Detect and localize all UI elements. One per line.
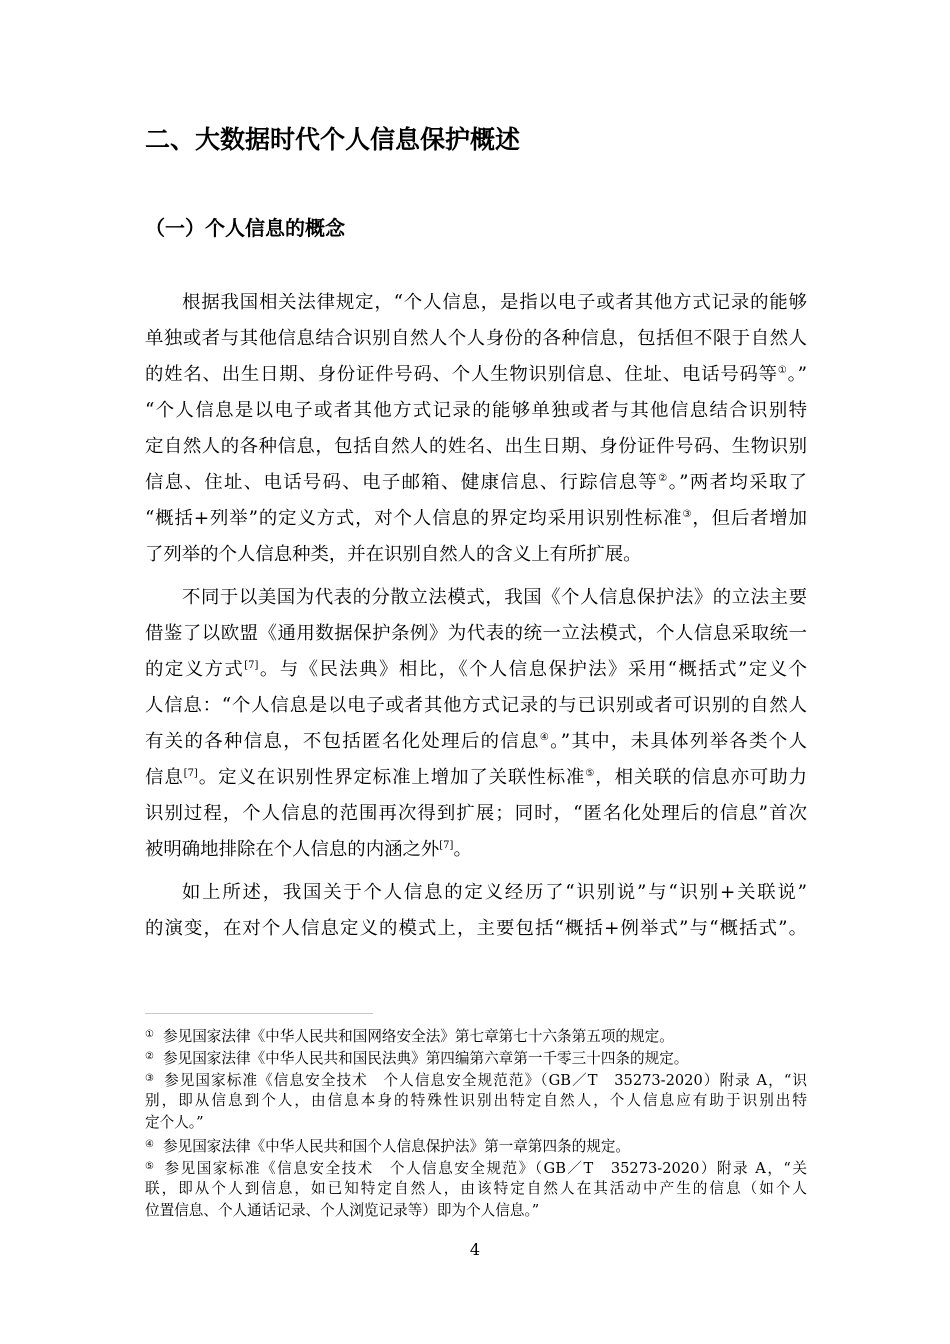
footnote-ref[interactable]: ③: [682, 508, 693, 520]
footnote: ⑤ 参见国家标准《信息安全技术 个人信息安全规范》（GB／T 35273-2020）附录 A，“关: [145, 1156, 807, 1180]
subsection-heading: （一）个人信息的概念: [145, 216, 345, 240]
body-line: 定自然人的各种信息，包括自然人的姓名、出生日期、身份证件号码、生物识别: [145, 436, 807, 457]
citation-ref[interactable]: [7]: [244, 659, 259, 671]
footnote-mark: ③: [145, 1073, 154, 1084]
body-line: 信息[7]。定义在识别性界定标准上增加了关联性标准⑤，相关联的信息亦可助力: [145, 767, 807, 788]
body-line: 借鉴了以欧盟《通用数据保护条例》为代表的统一立法模式，个人信息采取统一: [145, 623, 807, 644]
body-line: 不同于以美国为代表的分散立法模式，我国《个人信息保护法》的立法主要: [182, 587, 807, 608]
body-line: 识别过程，个人信息的范围再次得到扩展；同时，“匿名化处理后的信息”首次: [145, 803, 807, 824]
footnote: ③ 参见国家标准《信息安全技术 个人信息安全规范范》（GB／T 35273-2020）附录 A，“识: [145, 1068, 807, 1092]
body-line: 人信息：“个人信息是以电子或者其他方式记录的与已识别或者可识别的自然人: [145, 695, 807, 716]
body-line: 的演变，在对个人信息定义的模式上，主要包括“概括+例举式”与“概括式”。: [145, 918, 807, 939]
footnote-ref[interactable]: ②: [658, 472, 669, 484]
body-line: 根据我国相关法律规定，“个人信息，是指以电子或者其他方式记录的能够: [182, 292, 807, 313]
footnote-mark: ②: [145, 1051, 154, 1062]
citation-ref[interactable]: [7]: [183, 767, 198, 779]
body-line: 信息、住址、电话号码、电子邮箱、健康信息、行踪信息等②。”两者均采取了: [145, 472, 807, 493]
body-line: “概括+列举”的定义方式，对个人信息的界定均采用识别性标准③，但后者增加: [145, 508, 807, 529]
body-line: 有关的各种信息，不包括匿名化处理后的信息④。”其中，未具体列举各类个人: [145, 731, 807, 752]
footnote-continuation: 联，即从个人到信息，如已知特定自然人，由该特定自然人在其活动中产生的信息（如个人: [145, 1180, 807, 1197]
footnote: ② 参见国家法律《中华人民共和国民法典》第四编第六章第一千零三十四条的规定。: [145, 1046, 807, 1070]
footnote-ref[interactable]: ⑤: [585, 767, 596, 779]
footnote: ④ 参见国家法律《中华人民共和国个人信息保护法》第一章第四条的规定。: [145, 1134, 807, 1158]
page-number: 4: [469, 1240, 481, 1259]
footnote-mark: ⑤: [145, 1161, 154, 1172]
footnote-mark: ④: [145, 1139, 154, 1150]
citation-ref[interactable]: [7]: [439, 839, 454, 851]
footnote-ref[interactable]: ①: [777, 364, 788, 376]
body-line: 单独或者与其他信息结合识别自然人个人身份的各种信息，包括但不限于自然人: [145, 328, 807, 349]
footnote-ref[interactable]: ④: [539, 731, 551, 743]
footnote-separator: [145, 1013, 373, 1014]
body-line: 的定义方式[7]。与《民法典》相比，《个人信息保护法》采用“概括式”定义个: [145, 659, 807, 680]
body-line: 被明确地排除在个人信息的内涵之外[7]。: [145, 839, 472, 860]
footnote-mark: ①: [145, 1029, 154, 1040]
section-heading: 二、大数据时代个人信息保护概述: [145, 125, 521, 154]
body-line: 了列举的个人信息种类，并在识别自然人的含义上有所扩展。: [145, 544, 642, 565]
footnote-continuation: 别，即从信息到个人，由信息本身的特殊性识别出特定自然人，个人信息应有助于识别出特: [145, 1092, 807, 1109]
body-line: 的姓名、出生日期、身份证件号码、个人生物识别信息、住址、电话号码等①。”: [145, 364, 807, 385]
body-line: “个人信息是以电子或者其他方式记录的能够单独或者与其他信息结合识别特: [145, 400, 807, 421]
footnote-continuation: 定个人。”: [145, 1114, 204, 1131]
footnote-continuation: 位置信息、个人通话记录、个人浏览记录等）即为个人信息。”: [145, 1202, 540, 1219]
footnote: ① 参见国家法律《中华人民共和国网络安全法》第七章第七十六条第五项的规定。: [145, 1024, 807, 1048]
body-line: 如上所述，我国关于个人信息的定义经历了“识别说”与“识别+关联说”: [182, 882, 807, 903]
